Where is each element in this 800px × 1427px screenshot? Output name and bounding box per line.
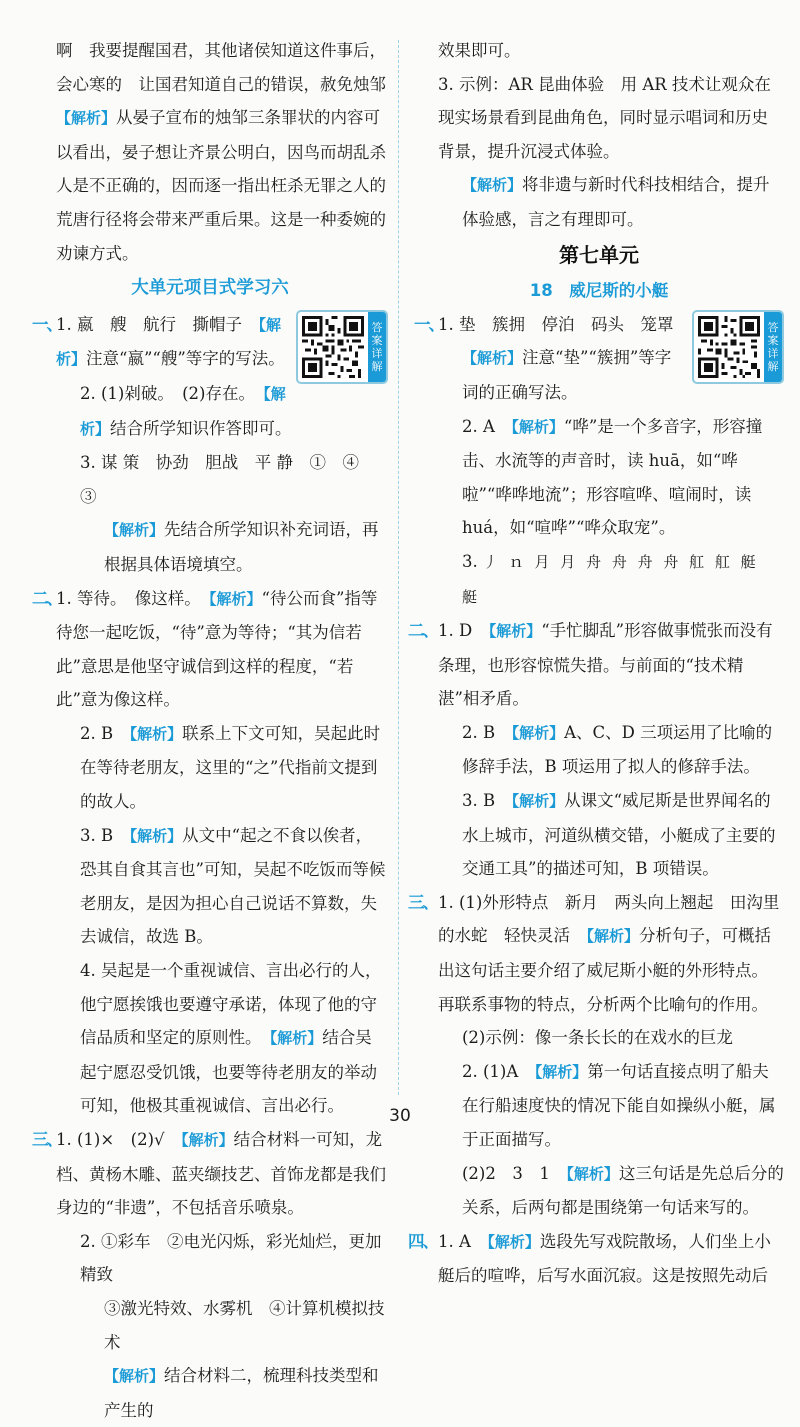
intro-line: 会心寒的 让国君知道自己的错误，赦免烛邹	[56, 74, 386, 94]
section-3	[32, 1123, 388, 1427]
analysis-tag: 【解析】	[129, 724, 183, 743]
question: 3. 丿 ｎ 月 月 舟 舟 舟 舟 舡 舡 艇 艇	[462, 551, 759, 606]
analysis-tag: 【解析】	[56, 315, 282, 369]
question: ③激光特效、水雾机 ④计算机模拟技术	[104, 1298, 385, 1352]
section-label: 三、	[408, 892, 437, 912]
question: (2)2 3 1 【解析】这三句话是先总后分的关系，后两句都是围绕第一句话来写的。	[462, 1163, 784, 1218]
question: 4. 吴起是一个重视诚信、言出必行的人，他宁愿挨饿也要遵守承诺，体现了他的守信品质和坚定的原则性。 【解析】结合吴起宁愿忍受饥饿，也要等待老朋友的举动可知，他极其重视诚信、言出必行。	[80, 961, 382, 1116]
section-label: 三、	[32, 1130, 61, 1149]
question: 三、1. (1)外形特点 新月 两头向上翘起 田沟里的水蛇 轻快灵活 【解析】分析句子，可概括出这句话主要介绍了威尼斯小艇的外形特点。再联系事物的特点，分析两个比喻句的作用。	[438, 886, 784, 1021]
analysis-tag: 【解析】	[181, 1131, 234, 1149]
question: 2. (1)剁破。 (2)存在。 【解析】结合所学知识作答即可。	[80, 383, 292, 438]
intro-analysis: 【解析】从晏子宣布的烛邹三条罪状的内容可以看出，晏子想让齐景公明白，因鸟而胡乱杀人是不正确的，因而逐一指出枉杀无罪之人的荒唐行径将会带来严重后果。这是一种委婉的劝谏方式。	[56, 108, 386, 263]
question: 四、1. A 【解析】选段先写戏院散场，人们坐上小艇后的喧哗，后写水面沉寂。这是按照先动后	[438, 1225, 784, 1293]
lesson-title: 18 威尼斯的小艇	[529, 281, 669, 301]
question: 2. ①彩车 ②电光闪烁，彩光灿烂，更加精致	[80, 1231, 382, 1285]
question: (2)示例：像一条长长的在戏水的巨龙	[462, 1028, 733, 1048]
analysis-tag: 【解析】	[586, 927, 640, 946]
qr-label: 答 案 详 解	[764, 312, 782, 382]
analysis-tag: 【解析】	[462, 349, 523, 368]
analysis-tag: 【解析】	[56, 109, 117, 128]
section-2	[408, 614, 784, 886]
question: 2. (1)A 【解析】第一句话直接点明了船夫在行船速度快的情况下能自如操纵小艇，属于正面描写。	[462, 1061, 776, 1149]
section-2	[32, 582, 388, 1124]
unit-title: 大单元项目式学习六	[131, 278, 289, 299]
qr-code-block[interactable]	[296, 310, 388, 384]
analysis-tag: 【解析】	[511, 792, 565, 811]
question-analysis: 【解析】将非遗与新时代科技相结合，提升体验感，言之有理即可。	[462, 175, 770, 229]
question: 3. 谋 策 协劲 胆战 平 静 ① ④ ③	[80, 453, 376, 506]
section-1	[414, 308, 784, 614]
question-analysis: 【解析】结合材料二，梳理科技类型和产生的	[104, 1366, 379, 1420]
analysis-tag: 【解析】	[488, 622, 542, 641]
section-label: 一、	[32, 314, 61, 334]
question-analysis: 【解析】注意“垫”“簇拥”等字词的正确写法。	[462, 348, 672, 402]
analysis-tag: 【解析】	[534, 1062, 588, 1081]
question: 二、1. D 【解析】“手忙脚乱”形容做事慌张而没有条理，也形容惊慌失措。与前面的“技术精湛”相矛盾。	[438, 614, 784, 716]
question: 二、1. 等待。 像这样。 【解析】“待公而食”指等待您一起吃饭，“待”意为等待；“其为信若此”意思是他坚守诚信到这样的程度，“若此”意为像这样。	[56, 582, 388, 717]
column-divider	[398, 40, 399, 1095]
page-number: 30	[389, 1106, 411, 1126]
analysis-tag: 【解析】	[487, 1232, 540, 1251]
section-label: 二、	[408, 621, 437, 641]
analysis-tag: 【解析】	[269, 1029, 323, 1048]
section-label: 一、	[414, 314, 443, 334]
analysis-tag: 【解析】	[104, 521, 165, 540]
question: 3. B 【解析】从课文“威尼斯是世界闻名的水上城市，河道纵横交错，小艇成了主要的交通工具”的描述可知，B 项错误。	[462, 791, 776, 879]
question: 三、1. (1)× (2)√ 【解析】结合材料一可知，龙档、黄杨木雕、蓝夹缬技艺、首饰龙都是我们身边的“非遗”，不包括音乐喷泉。	[56, 1123, 388, 1225]
analysis-tag: 【解析】	[566, 1164, 619, 1183]
question: 2. A 【解析】“哗”是一个多音字，形容撞击、水流等的声音时，读 huā，如“哗啦”“哗哗地流”；形容喧哗、喧闹时，读 huá，如“喧哗”“哗众取宠”。	[462, 416, 763, 538]
section-3	[408, 886, 784, 1225]
intro-line: 啊 我要提醒国君，其他诸侯知道这件事后，	[56, 41, 386, 60]
analysis-tag: 【解析】	[129, 826, 183, 845]
stroke-order: 丿 ｎ 月 月 舟 舟 舟 舟 舡 舡 艇 艇	[462, 552, 759, 606]
qr-code-icon	[698, 316, 760, 378]
analysis-tag: 【解析】	[462, 176, 523, 195]
qr-code-block[interactable]	[692, 310, 784, 384]
section-label: 四、	[408, 1231, 437, 1251]
question: 3. B 【解析】从文中“起之不食以俟者，恐其自食其言也”可知，吴起不吃饭而等候老朋友，是因为担心自己说话不算数，失去诚信，故选 B。	[80, 825, 386, 947]
left-column	[32, 34, 388, 1427]
analysis-tag: 【解析】	[80, 384, 286, 438]
question: 一、1. 垫 簇拥 停泊 码头 笼罩	[438, 308, 784, 342]
qr-code-icon	[302, 316, 364, 378]
analysis-tag: 【解析】	[511, 723, 565, 742]
continued-line: 效果即可。	[438, 41, 521, 60]
analysis-tag: 【解析】	[511, 417, 564, 436]
question: 2. B 【解析】联系上下文可知，吴起此时在等待老朋友，这里的“之”代指前文提到的故人。	[80, 723, 381, 812]
question: 一、1. 嬴 艘 航行 撕帽子 【解析】注意“嬴”“艘”等字的写法。	[56, 308, 388, 377]
right-column	[408, 34, 784, 1293]
section-1	[32, 308, 388, 582]
analysis-tag: 【解析】	[209, 589, 262, 608]
question: 2. B 【解析】A、C、D 三项运用了比喻的修辞手法，B 项运用了拟人的修辞手法。	[462, 722, 773, 777]
question-analysis: 【解析】先结合所学知识补充词语，再根据具体语境填空。	[104, 520, 379, 574]
question: 3. 示例：AR 昆曲体验 用 AR 技术让观众在现实场景看到昆曲角色，同时显示唱词和历史背景，提升沉浸式体验。	[438, 74, 771, 161]
unit-title: 第七单元	[559, 242, 639, 267]
section-label: 二、	[32, 588, 61, 608]
qr-label: 答 案 详 解	[368, 312, 386, 382]
section-4	[408, 1225, 784, 1293]
analysis-tag: 【解析】	[104, 1367, 165, 1386]
